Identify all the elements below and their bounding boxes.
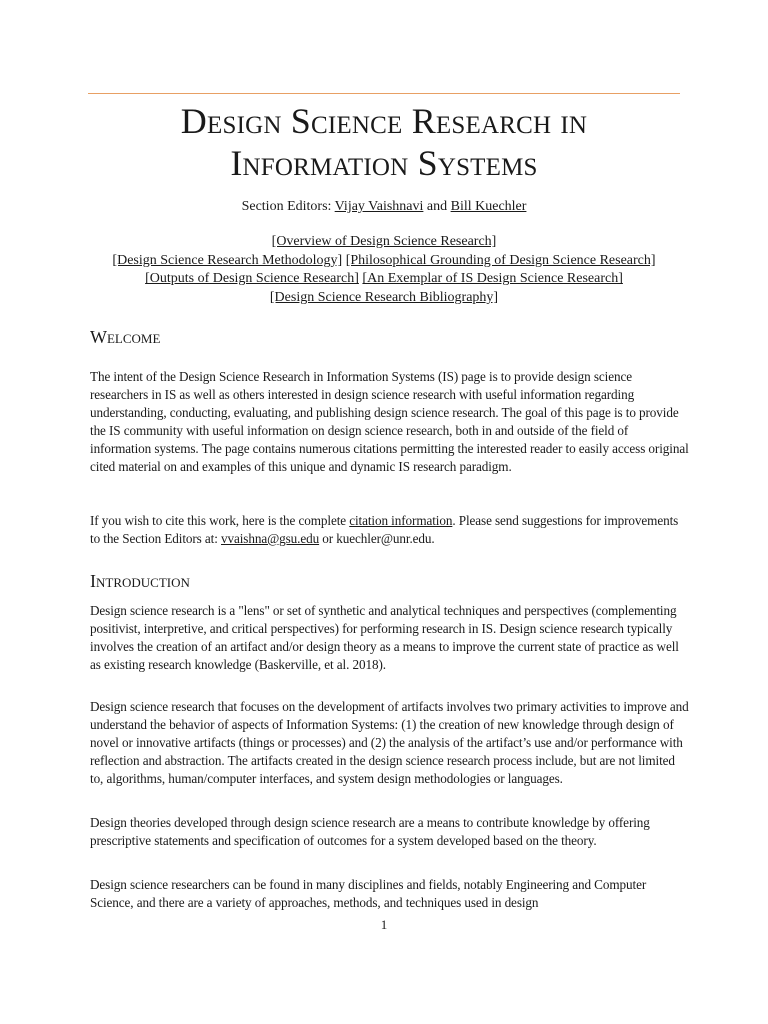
- section-editors: [88, 198, 680, 216]
- nav-link-exemplar[interactable]: [An Exemplar of IS Design Science Research]: [362, 271, 623, 287]
- intro-paragraph-4: Design science researchers can be found in many disciplines and fields, notably Engineering and Computer Science, and there are a variety of approaches, methods, and techniques used in design: [90, 877, 647, 910]
- email-link-vaishna[interactable]: vvaishna@gsu.edu: [221, 531, 320, 546]
- citation-info-link[interactable]: citation information: [349, 513, 453, 528]
- editors-conjunction: and: [423, 199, 451, 214]
- welcome-heading: Welcome: [90, 327, 161, 347]
- nav-link-overview[interactable]: [Overview of Design Science Research]: [271, 234, 497, 249]
- editors-prefix: Section Editors:: [241, 199, 335, 214]
- nav-link-bibliography[interactable]: [Design Science Research Bibliography]: [269, 290, 499, 306]
- introduction-heading: Introduction: [90, 571, 190, 591]
- page-number: 1: [380, 917, 388, 932]
- citation-middle: . Please send suggestions for improvements to the Section Editors at:: [90, 513, 679, 546]
- citation-or: or: [319, 531, 337, 546]
- document-title: Design Science Research in Information Systems: [180, 101, 588, 183]
- header-rule: [88, 93, 680, 94]
- nav-link-philosophical-grounding[interactable]: [Philosophical Grounding of Design Science Research]: [345, 252, 656, 268]
- email-kuechler: kuechler@unr.edu: [336, 531, 432, 546]
- intro-paragraph-3: Design theories developed through design science research are a means to contribute knowledge by offering prescriptive statements and specification of outcomes for a system developed based on the theory.: [90, 815, 650, 848]
- editor-link-kuechler[interactable]: Bill Kuechler: [450, 199, 527, 214]
- nav-line-1: [84, 233, 684, 252]
- intro-paragraph-2: Design science research that focuses on the development of artifacts involves two primary activities to improve and understand the behavior of aspects of Information Systems: (1) the creation of new knowledge through design of novel or innovative artifacts (things or processes) and (2) the analysis of the artifact’s use and/or performance with reflection and abstraction. The artifacts created in the design science research process include, but are not limited to, algorithms, human/computer interfaces, and system design methodologies or languages.: [90, 699, 689, 786]
- citation-prefix: If you wish to cite this work, here is the complete: [90, 513, 350, 528]
- intro-paragraph-1: Design science research is a "lens" or set of synthetic and analytical techniques and perspectives (complementing positivist, interpretive, and critical perspectives) for performing research in IS. Design science research typically involves the creation of an artifact and/or design theory as a means to improve the current state of practice as well as existing research knowledge (Baskerville, et al. 2018).: [90, 603, 679, 672]
- section-navigation: [84, 233, 684, 308]
- citation-paragraph: [90, 512, 690, 548]
- editor-link-vaishnavi[interactable]: Vijay Vaishnavi: [334, 199, 424, 214]
- nav-link-methodology[interactable]: [Design Science Research Methodology]: [112, 252, 343, 268]
- citation-end: .: [431, 531, 435, 546]
- nav-line-3: [84, 270, 684, 289]
- nav-link-outputs[interactable]: [Outputs of Design Science Research]: [145, 271, 359, 287]
- nav-line-4: [84, 289, 684, 308]
- nav-line-2: [84, 252, 684, 271]
- welcome-paragraph: The intent of the Design Science Research in Information Systems (IS) page is to provide design science researchers in IS as well as others interested in design science research with useful information regarding understanding, conducting, evaluating, and publishing design science research. The goal of this page is to provide the IS community with useful information on design science research, both in and outside of the field of information systems. The page contains numerous citations permitting the interested reader to easily access original cited material on and examples of this unique and dynamic IS research paradigm.: [90, 369, 689, 474]
